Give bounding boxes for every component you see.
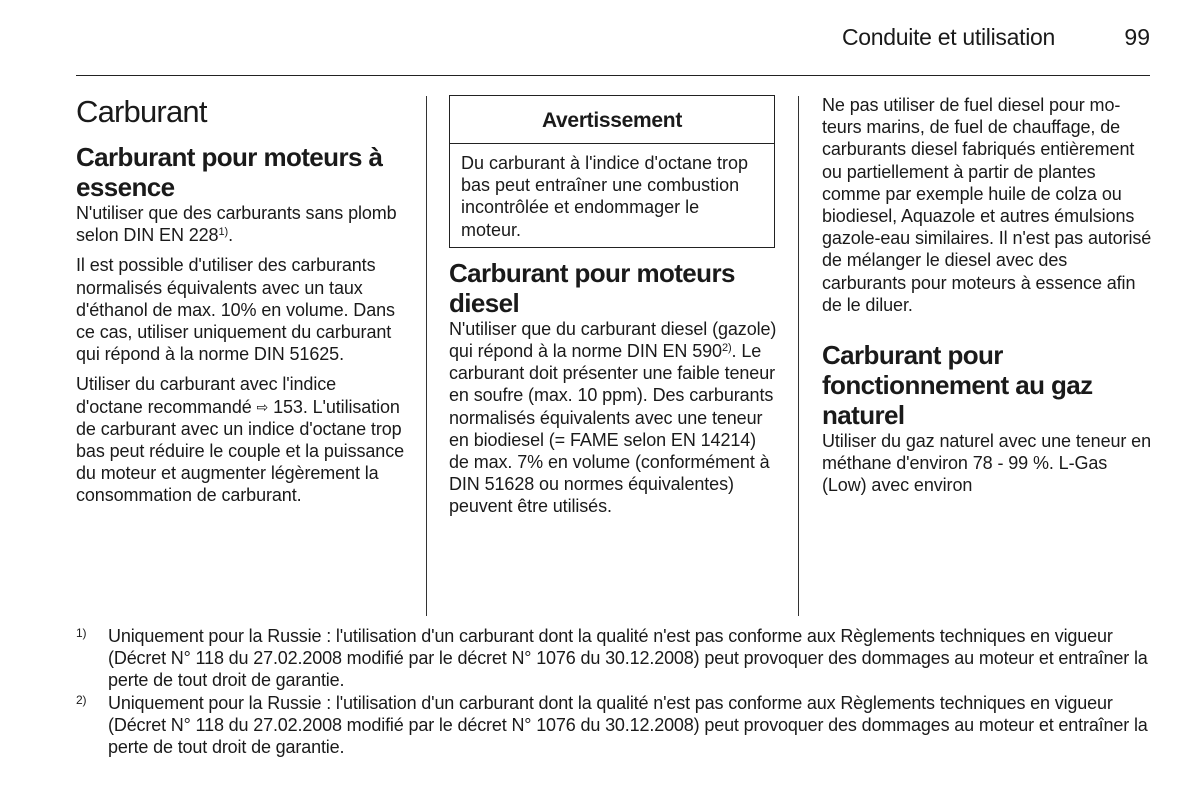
heading-petrol: Carburant pour moteurs à essence [76, 142, 383, 202]
column-2 [449, 94, 779, 526]
paragraph-petrol-2: Il est possible d'utiliser des carburants normalisés équivalents avec un taux d'éthanol de max. 10% en volume. Dans ce cas, utiliser uniquement du carburant qui répond à la norme DIN 51625. [76, 255, 395, 365]
heading-diesel: Carburant pour moteurs diesel [449, 257, 735, 318]
paragraph-text: Utiliser du carburant avec l'indice d'octane recommandé [76, 374, 337, 417]
heading-natural-gas: Carburant pour fonctionnement au gaz naturel [822, 340, 1093, 431]
footnote-ref-2: 2) [721, 342, 732, 355]
footnote-mark: 1) [76, 626, 87, 640]
header-divider [76, 75, 1150, 76]
column-1 [76, 94, 406, 515]
footnotes [76, 625, 1156, 758]
paragraph-text: N'utiliser que des carburants sans plomb selon DIN EN 228 [76, 203, 397, 246]
column-3 [822, 94, 1152, 505]
paragraph-text-end: . Le carburant doit présenter une faible teneur en soufre (max. 10 ppm). Des carburants normalisés équivalents avec une teneur en biodiesel (= FAME selon EN 14214) de max. 7% en volume (conformément à DIN 51628 ou normes équivalentes) peuvent être utilisés. [449, 341, 776, 517]
paragraph-petrol-1 [76, 202, 406, 246]
paragraph-petrol-3 [76, 373, 406, 506]
warning-title: Avertissement [450, 96, 774, 144]
footnote-text: Uniquement pour la Russie : l'utilisation d'un carburant dont la qualité n'est pas conforme aux Règlements techniques en vigueur (Décret N° 118 du 27.02.2008 modifié par le décret N° 1076 du 30.12.2008) peut provoquer des dommages au moteur et entraîner la perte de tout droit de garantie. [108, 626, 1148, 691]
paragraph-diesel-restrictions: Ne pas utiliser de fuel diesel pour moteurs marins, de fuel de chauffage, de carburants diesel fabriqués entièrement ou partiellement à partir de plantes comme par exemple huile de colza ou biodiesel, Aquazole et autres émulsions gazole-eau similaires. Il n'est pas autorisé de mélanger le diesel avec des carburants pour moteurs à essence afin de le diluer. [822, 95, 1152, 315]
page-number: 99 [1124, 24, 1150, 50]
page-header [76, 24, 1150, 54]
column-divider-1 [426, 96, 427, 616]
warning-box [449, 95, 775, 248]
footnote-1 [76, 625, 1156, 692]
warning-text: Du carburant à l'indice d'octane trop bas peut entraîner une combustion incontrôlée et endommager le moteur. [461, 153, 749, 240]
chapter-title: Carburant [76, 94, 207, 129]
footnote-ref-1: 1) [218, 226, 229, 239]
page-ref-arrow-icon: ⇨ [256, 398, 269, 415]
paragraph-text-end: . [228, 225, 233, 246]
paragraph-text: N'utiliser que du carburant diesel (gazole) qui répond à la norme DIN EN 590 [449, 318, 777, 362]
paragraph-text-end: 153. L'utilisation de carburant avec un indice d'octane trop bas peut réduire le couple et la puissance du moteur et augmenter légèrement la consommation de carburant. [76, 396, 405, 506]
paragraph-diesel [449, 318, 779, 518]
footnote-2 [76, 692, 1156, 759]
section-title: Conduite et utilisation [841, 24, 1055, 50]
paragraph-natural-gas: Utiliser du gaz naturel avec une teneur en méthane d'environ 78 - 99 %. L-Gas (Low) avec environ [822, 431, 1152, 496]
footnote-mark: 2) [76, 692, 87, 707]
footnote-text: Uniquement pour la Russie : l'utilisation d'un carburant dont la qualité n'est pas conforme aux Règlements techniques en vigueur (Décret N° 118 du 27.02.2008 modifié par le décret N° 1076 du 30.12.2008) peut provoquer des dommages au moteur et entraîner la perte de tout droit de garantie. [108, 692, 1148, 758]
column-divider-2 [798, 96, 799, 616]
